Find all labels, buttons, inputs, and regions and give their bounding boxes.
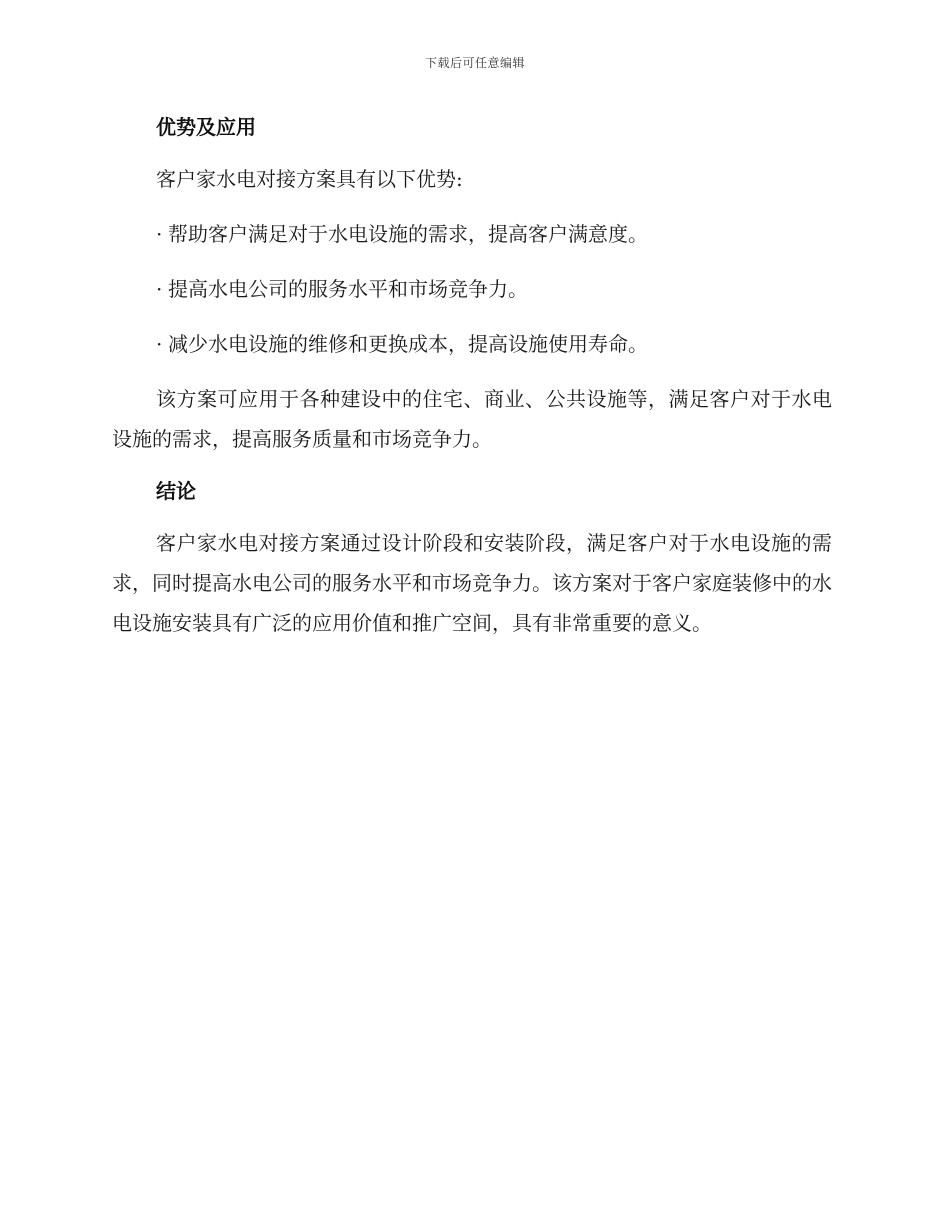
bullet-marker: · — [156, 332, 163, 356]
header-note: 下载后可任意编辑 — [424, 56, 525, 70]
advantage-bullet-1 — [112, 214, 832, 254]
conclusion-paragraph: 客户家水电对接方案通过设计阶段和安装阶段，满足客户对于水电设施的需求，同时提高水电公司的服务水平和市场竞争力。该方案对于客户家庭装修中的水电设施安装具有广泛的应用价值和推广空间，具有非常重要的意义。 — [112, 531, 832, 635]
bullet-marker: · — [156, 277, 163, 301]
advantage-bullet-3 — [112, 324, 832, 364]
application-paragraph: 该方案可应用于各种建设中的住宅、商业、公共设施等，满足客户对于水电设施的需求，提高服务质量和市场竞争力。 — [112, 387, 832, 451]
bullet-text: 减少水电设施的维修和更换成本，提高设施使用寿命。 — [168, 332, 648, 356]
bullet-text: 帮助客户满足对于水电设施的需求，提高客户满意度。 — [168, 222, 648, 246]
bullet-marker: · — [156, 222, 163, 246]
advantages-intro: 客户家水电对接方案具有以下优势: — [156, 167, 463, 191]
document-body — [112, 110, 832, 643]
advantage-bullet-2 — [112, 269, 832, 309]
section-title-advantages: 优势及应用 — [156, 115, 256, 139]
bullet-text: 提高水电公司的服务水平和市场竞争力。 — [168, 277, 528, 301]
section-title-conclusion: 结论 — [156, 479, 196, 503]
